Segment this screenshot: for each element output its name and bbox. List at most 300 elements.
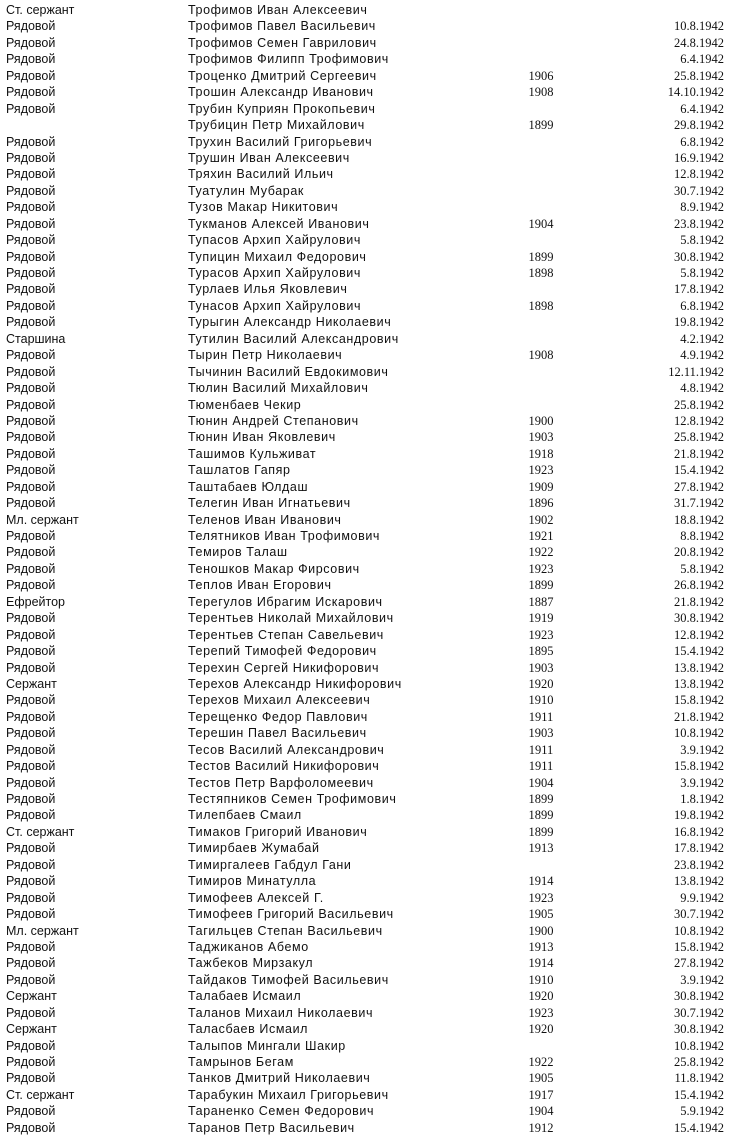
rank-cell: Рядовой [6,561,56,576]
birth-year-cell: 1913 [528,841,554,856]
name-cell: Трушин Иван Алексеевич [188,150,350,165]
date-cell: 21.8.1942 [674,446,724,461]
date-cell: 25.8.1942 [674,1055,724,1069]
name-cell: Тагильцев Степан Васильевич [188,923,383,938]
record-row [0,101,732,117]
date-cell: 19.8.1942 [674,315,724,330]
record-row [0,923,732,939]
date-cell: 27.8.1942 [674,479,724,494]
date-cell: 15.4.1942 [674,1120,724,1135]
birth-year-cell: 1914 [528,874,554,889]
record-row [0,314,732,330]
rank-cell: Рядовой [6,413,56,428]
birth-year-cell: 1920 [528,1022,554,1037]
birth-year-cell: 1895 [528,644,554,659]
rank-cell: Рядовой [6,233,56,248]
rank-cell: Рядовой [6,266,56,280]
rank-cell: Ефрейтор [6,594,65,609]
rank-cell: Ст. сержант [6,3,75,17]
record-row [0,298,732,314]
name-cell: Тестов Василий Никифорович [188,759,380,774]
birth-year-cell: 1899 [528,118,554,133]
date-cell: 3.9.1942 [680,742,724,757]
record-row [0,2,732,18]
record-row [0,1038,732,1054]
rank-cell: Рядовой [6,68,56,83]
rank-cell: Рядовой [6,1005,56,1020]
record-row [0,1087,732,1103]
date-cell: 21.8.1942 [674,709,724,724]
rank-cell: Рядовой [6,134,56,149]
date-cell: 11.8.1942 [674,1071,724,1086]
rank-cell: Рядовой [6,611,56,626]
record-row [0,84,732,100]
name-cell: Трухин Василий Григорьевич [188,134,373,149]
record-row [0,364,732,380]
records-list [0,2,732,1136]
date-cell: 30.8.1942 [674,1022,724,1037]
name-cell: Тимирбаев Жумабай [188,841,320,856]
name-cell: Теленов Иван Иванович [188,512,342,527]
rank-cell: Рядовой [6,35,56,50]
name-cell: Тимофеев Алексей Г. [188,890,324,905]
name-cell: Темиров Талаш [188,545,288,560]
name-cell: Таранов Петр Васильевич [188,1120,355,1135]
rank-cell: Рядовой [6,348,56,363]
date-cell: 29.8.1942 [674,118,724,133]
date-cell: 24.8.1942 [674,35,724,50]
record-row [0,939,732,955]
date-cell: 30.7.1942 [674,907,724,922]
date-cell: 23.8.1942 [674,216,724,231]
record-row [0,380,732,396]
rank-cell: Рядовой [6,479,56,494]
date-cell: 25.8.1942 [674,430,724,445]
record-row [0,890,732,906]
name-cell: Теношков Макар Фирсович [188,561,360,576]
birth-year-cell: 1903 [528,726,554,741]
rank-cell: Рядовой [6,315,56,330]
record-row [0,1021,732,1037]
name-cell: Ташлатов Гапяр [188,463,291,478]
record-row [0,840,732,856]
birth-year-cell: 1900 [528,923,554,938]
record-row [0,807,732,823]
date-cell: 6.8.1942 [680,134,724,149]
record-row [0,462,732,478]
rank-cell: Ст. сержант [6,1087,75,1102]
rank-cell: Рядовой [6,775,56,790]
date-cell: 17.8.1942 [674,841,724,856]
rank-cell: Рядовой [6,249,56,264]
rank-cell: Рядовой [6,939,56,954]
rank-cell: Рядовой [6,644,56,659]
rank-cell: Рядовой [6,463,56,478]
name-cell: Терехов Александр Никифорович [188,676,402,691]
birth-year-cell: 1923 [528,890,554,905]
date-cell: 4.2.1942 [680,331,724,346]
name-cell: Тюнин Андрей Степанович [188,413,359,428]
date-cell: 5.8.1942 [680,233,724,248]
rank-cell: Рядовой [6,446,56,461]
rank-cell: Старшина [6,331,66,346]
name-cell: Ташимов Кульживат [188,446,317,461]
record-row [0,512,732,528]
name-cell: Таласбаев Исмаил [188,1022,309,1037]
record-row [0,232,732,248]
record-row [0,643,732,659]
birth-year-cell: 1922 [528,545,554,560]
rank-cell: Сержант [6,1022,57,1037]
rank-cell: Рядовой [6,874,56,889]
birth-year-cell: 1904 [528,775,554,790]
name-cell: Троценко Дмитрий Сергеевич [188,68,377,83]
record-row [0,660,732,676]
rank-cell: Рядовой [6,693,56,708]
date-cell: 30.8.1942 [674,611,724,626]
date-cell: 6.4.1942 [680,101,724,116]
record-row [0,134,732,150]
name-cell: Тряхин Василий Ильич [188,167,334,182]
rank-cell: Рядовой [6,52,56,67]
birth-year-cell: 1908 [528,85,554,100]
name-cell: Терентьев Николай Михайлович [188,611,394,626]
record-row [0,166,732,182]
rank-cell: Рядовой [6,150,56,165]
rank-cell: Рядовой [6,529,56,543]
rank-cell: Рядовой [6,956,56,971]
name-cell: Трофимов Семен Гаврилович [188,35,377,50]
record-row [0,873,732,889]
name-cell: Туатулин Мубарак [188,183,304,198]
name-cell: Трубин Куприян Прокопьевич [188,101,376,116]
birth-year-cell: 1919 [528,611,554,626]
date-cell: 10.8.1942 [674,923,724,938]
rank-cell: Рядовой [6,381,56,396]
birth-year-cell: 1905 [528,907,554,922]
birth-year-cell: 1910 [528,693,554,708]
date-cell: 8.8.1942 [680,529,724,543]
name-cell: Тюменбаев Чекир [188,397,302,412]
date-cell: 8.9.1942 [680,200,724,215]
record-row [0,561,732,577]
record-row [0,397,732,413]
name-cell: Тунасов Архип Хайрулович [188,298,362,313]
date-cell: 15.4.1942 [674,1087,724,1102]
record-row [0,35,732,51]
birth-year-cell: 1899 [528,249,554,264]
rank-cell: Рядовой [6,709,56,724]
record-row [0,18,732,34]
record-row [0,281,732,297]
rank-cell: Рядовой [6,857,56,872]
date-cell: 25.8.1942 [674,397,724,412]
record-row [0,791,732,807]
record-row [0,51,732,67]
record-row [0,1005,732,1021]
name-cell: Трофимов Иван Алексеевич [188,3,368,17]
name-cell: Турасов Архип Хайрулович [188,266,362,280]
rank-cell: Сержант [6,989,57,1004]
name-cell: Тарабукин Михаил Григорьевич [188,1087,389,1102]
birth-year-cell: 1904 [528,216,554,231]
birth-year-cell: 1900 [528,413,554,428]
birth-year-cell: 1899 [528,578,554,593]
birth-year-cell: 1898 [528,298,554,313]
date-cell: 15.8.1942 [674,693,724,708]
name-cell: Тамрынов Бегам [188,1055,294,1069]
record-row [0,725,732,741]
record-row [0,117,732,133]
rank-cell: Рядовой [6,19,56,34]
date-cell: 23.8.1942 [674,857,724,872]
date-cell: 3.9.1942 [680,972,724,987]
name-cell: Турлаев Илья Яковлевич [188,282,348,297]
rank-cell: Рядовой [6,101,56,116]
rank-cell: Сержант [6,676,57,691]
name-cell: Таджиканов Абемо [188,939,309,954]
name-cell: Трофимов Павел Васильевич [188,19,376,34]
rank-cell: Рядовой [6,85,56,100]
record-row [0,544,732,560]
name-cell: Тараненко Семен Федорович [188,1104,375,1119]
rank-cell: Рядовой [6,808,56,823]
rank-cell: Рядовой [6,759,56,774]
birth-year-cell: 1902 [528,512,554,527]
birth-year-cell: 1909 [528,479,554,494]
date-cell: 13.8.1942 [674,660,724,675]
date-cell: 31.7.1942 [674,496,724,511]
birth-year-cell: 1923 [528,463,554,478]
rank-cell: Рядовой [6,1038,56,1053]
name-cell: Тычинин Василий Евдокимович [188,364,389,379]
date-cell: 4.8.1942 [680,381,724,396]
birth-year-cell: 1899 [528,808,554,823]
record-row [0,627,732,643]
name-cell: Тайдаков Тимофей Васильевич [188,972,389,987]
rank-cell: Рядовой [6,907,56,922]
record-row [0,479,732,495]
record-row [0,955,732,971]
name-cell: Тукманов Алексей Иванович [188,216,370,231]
date-cell: 26.8.1942 [674,578,724,593]
birth-year-cell: 1903 [528,430,554,445]
record-row [0,577,732,593]
date-cell: 12.11.1942 [668,364,724,379]
record-row [0,709,732,725]
date-cell: 12.8.1942 [674,627,724,642]
record-row [0,906,732,922]
record-row [0,446,732,462]
record-row [0,183,732,199]
rank-cell: Рядовой [6,216,56,231]
rank-cell: Рядовой [6,1104,56,1119]
record-row [0,413,732,429]
date-cell: 27.8.1942 [674,956,724,971]
record-row [0,758,732,774]
name-cell: Тюнин Иван Яковлевич [188,430,336,445]
name-cell: Тутилин Василий Александрович [188,331,399,346]
birth-year-cell: 1899 [528,824,554,839]
name-cell: Талабаев Исмаил [188,989,302,1004]
name-cell: Телегин Иван Игнатьевич [188,496,351,511]
name-cell: Теплов Иван Егорович [188,578,332,593]
date-cell: 10.8.1942 [674,19,724,34]
record-row [0,692,732,708]
rank-cell: Рядовой [6,742,56,757]
record-row [0,249,732,265]
rank-cell: Рядовой [6,282,56,297]
birth-year-cell: 1921 [528,529,554,543]
record-row [0,857,732,873]
birth-year-cell: 1923 [528,1005,554,1020]
record-row [0,775,732,791]
birth-year-cell: 1920 [528,989,554,1004]
name-cell: Тимофеев Григорий Васильевич [188,907,394,922]
name-cell: Терещенко Федор Павлович [188,709,368,724]
date-cell: 12.8.1942 [674,167,724,182]
rank-cell: Ст. сержант [6,824,75,839]
name-cell: Тесов Василий Александрович [188,742,385,757]
date-cell: 3.9.1942 [680,775,724,790]
name-cell: Тупицин Михаил Федорович [188,249,367,264]
record-row [0,824,732,840]
birth-year-cell: 1911 [528,709,554,724]
name-cell: Тупасов Архип Хайрулович [188,233,361,248]
birth-year-cell: 1918 [528,446,554,461]
date-cell: 13.8.1942 [674,676,724,691]
date-cell: 5.8.1942 [680,561,724,576]
name-cell: Телятников Иван Трофимович [188,529,381,543]
rank-cell: Рядовой [6,660,56,675]
date-cell: 30.7.1942 [674,183,724,198]
date-cell: 15.4.1942 [674,463,724,478]
record-row [0,216,732,232]
record-row [0,742,732,758]
birth-year-cell: 1910 [528,972,554,987]
rank-cell: Рядовой [6,792,56,806]
date-cell: 16.8.1942 [674,824,724,839]
rank-cell: Рядовой [6,430,56,445]
birth-year-cell: 1913 [528,939,554,954]
birth-year-cell: 1911 [528,759,554,774]
name-cell: Танков Дмитрий Николаевич [188,1071,371,1086]
birth-year-cell: 1908 [528,348,554,363]
date-cell: 1.8.1942 [680,792,724,806]
name-cell: Терехин Сергей Никифорович [188,660,380,675]
rank-cell: Рядовой [6,1120,56,1135]
date-cell: 12.8.1942 [674,413,724,428]
rank-cell: Мл. сержант [6,923,79,938]
birth-year-cell: 1914 [528,956,554,971]
birth-year-cell: 1912 [528,1120,554,1135]
record-row [0,429,732,445]
record-row [0,1070,732,1086]
birth-year-cell: 1920 [528,676,554,691]
name-cell: Тимиргалеев Габдул Гани [188,857,352,872]
rank-cell: Мл. сержант [6,512,79,527]
name-cell: Тилепбаев Смаил [188,808,302,823]
date-cell: 30.8.1942 [674,249,724,264]
record-row [0,150,732,166]
rank-cell: Рядовой [6,183,56,198]
record-row [0,528,732,544]
date-cell: 9.9.1942 [680,890,724,905]
date-cell: 30.8.1942 [674,989,724,1004]
name-cell: Терехов Михаил Алексеевич [188,693,371,708]
date-cell: 20.8.1942 [674,545,724,560]
birth-year-cell: 1896 [528,496,554,511]
birth-year-cell: 1899 [528,792,554,806]
name-cell: Тимиров Минатулла [188,874,317,889]
name-cell: Талыпов Мингали Шакир [188,1038,346,1053]
rank-cell: Рядовой [6,298,56,313]
date-cell: 13.8.1942 [674,874,724,889]
record-row [0,68,732,84]
birth-year-cell: 1903 [528,660,554,675]
rank-cell: Рядовой [6,726,56,741]
record-row [0,265,732,281]
birth-year-cell: 1904 [528,1104,554,1119]
date-cell: 17.8.1942 [674,282,724,297]
record-row [0,199,732,215]
date-cell: 10.8.1942 [674,1038,724,1053]
birth-year-cell: 1922 [528,1055,554,1069]
rank-cell: Рядовой [6,972,56,987]
record-row [0,1120,732,1136]
birth-year-cell: 1905 [528,1071,554,1086]
date-cell: 5.9.1942 [680,1104,724,1119]
birth-year-cell: 1911 [528,742,554,757]
rank-cell: Рядовой [6,364,56,379]
rank-cell: Рядовой [6,167,56,182]
rank-cell: Рядовой [6,841,56,856]
rank-cell: Рядовой [6,1071,56,1086]
date-cell: 14.10.1942 [667,85,724,100]
birth-year-cell: 1898 [528,266,554,280]
name-cell: Терентьев Степан Савельевич [188,627,384,642]
name-cell: Тырин Петр Николаевич [188,348,343,363]
rank-cell: Рядовой [6,397,56,412]
birth-year-cell: 1887 [528,594,554,609]
name-cell: Терешин Павел Васильевич [188,726,367,741]
rank-cell: Рядовой [6,890,56,905]
name-cell: Терегулов Ибрагим Искарович [188,594,383,609]
date-cell: 15.4.1942 [674,644,724,659]
birth-year-cell: 1923 [528,561,554,576]
date-cell: 6.8.1942 [680,298,724,313]
date-cell: 5.8.1942 [680,266,724,280]
date-cell: 19.8.1942 [674,808,724,823]
date-cell: 21.8.1942 [674,594,724,609]
name-cell: Тузов Макар Никитович [188,200,339,215]
rank-cell: Рядовой [6,627,56,642]
date-cell: 18.8.1942 [674,512,724,527]
date-cell: 6.4.1942 [680,52,724,67]
record-row [0,1054,732,1070]
name-cell: Тимаков Григорий Иванович [188,824,368,839]
rank-cell: Рядовой [6,200,56,215]
name-cell: Тажбеков Мирзакул [188,956,314,971]
record-row [0,347,732,363]
name-cell: Тестяпников Семен Трофимович [188,792,397,806]
date-cell: 15.8.1942 [674,939,724,954]
date-cell: 30.7.1942 [674,1005,724,1020]
date-cell: 16.9.1942 [674,150,724,165]
record-row [0,1103,732,1119]
record-row [0,331,732,347]
rank-cell: Рядовой [6,1055,56,1069]
